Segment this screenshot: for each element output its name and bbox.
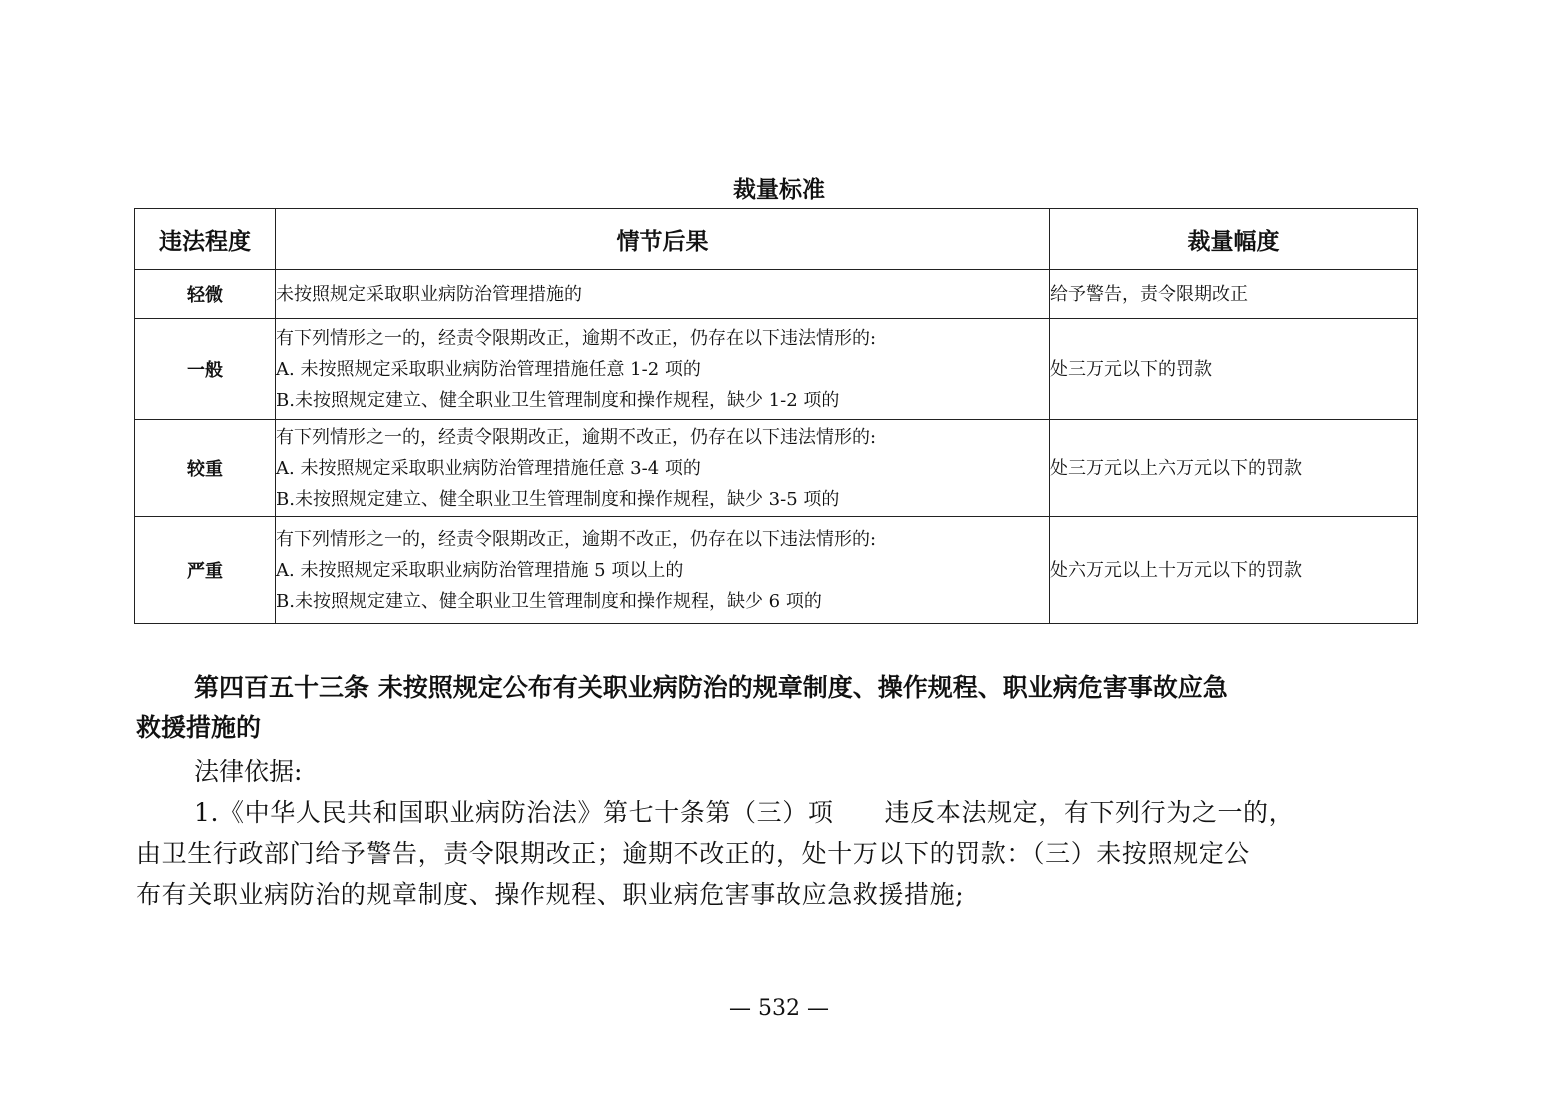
legal-basis-line: 布有关职业病防治的规章制度、操作规程、职业病危害事故应急救援措施;: [136, 880, 965, 909]
circumstances-line: 有下列情形之一的，经责令限期改正，逾期不改正，仍存在以下违法情形的:: [276, 426, 877, 448]
circumstances-line: B.未按照规定建立、健全职业卫生管理制度和操作规程，缺少 1-2 项的: [276, 389, 840, 411]
circumstances-line: A. 未按照规定采取职业病防治管理措施任意 1-2 项的: [276, 358, 701, 380]
penalty-cell: 处三万元以上六万元以下的罚款: [1050, 420, 1418, 517]
circumstances-line: A. 未按照规定采取职业病防治管理措施 5 项以上的: [276, 559, 684, 581]
violation-level: 严重: [135, 517, 276, 624]
penalty-cell: 给予警告，责令限期改正: [1050, 270, 1418, 319]
table-row: [135, 517, 1418, 624]
violation-level: 轻微: [135, 270, 276, 319]
violation-level: 较重: [135, 420, 276, 517]
page-number: — 532 —: [729, 996, 829, 1021]
discretion-standard-table: [134, 208, 1418, 624]
circumstances-line: 有下列情形之一的，经责令限期改正，逾期不改正，仍存在以下违法情形的:: [276, 528, 877, 550]
legal-basis-text: [136, 792, 1426, 915]
legal-basis-line: 1.《中华人民共和国职业病防治法》第七十条第（三）项 违反本法规定，有下列行为之一的，: [194, 798, 1295, 827]
circumstances-line: A. 未按照规定采取职业病防治管理措施任意 3-4 项的: [276, 457, 701, 479]
article-heading: [136, 668, 1426, 748]
table-header-row: [135, 209, 1418, 270]
circumstances-cell: [276, 420, 1050, 517]
table-row: [135, 420, 1418, 517]
table-row: [135, 270, 1418, 319]
circumstances-line: 有下列情形之一的，经责令限期改正，逾期不改正，仍存在以下违法情形的:: [276, 327, 877, 349]
table-row: [135, 319, 1418, 420]
circumstances-line: 未按照规定采取职业病防治管理措施的: [276, 283, 582, 305]
table-title: 裁量标准: [733, 177, 825, 203]
penalty-cell: 处三万元以下的罚款: [1050, 319, 1418, 420]
circumstances-cell: [276, 319, 1050, 420]
header-violation-degree: 违法程度: [135, 209, 276, 270]
circumstances-line: B.未按照规定建立、健全职业卫生管理制度和操作规程，缺少 6 项的: [276, 590, 822, 612]
circumstances-cell: [276, 517, 1050, 624]
violation-level: 一般: [135, 319, 276, 420]
penalty-cell: 处六万元以上十万元以下的罚款: [1050, 517, 1418, 624]
header-penalty-range: 裁量幅度: [1050, 209, 1418, 270]
legal-basis-label: 法律依据:: [194, 757, 303, 786]
article-heading-line: 救援措施的: [136, 713, 262, 742]
article-heading-line: 第四百五十三条 未按照规定公布有关职业病防治的规章制度、操作规程、职业病危害事故应急: [194, 673, 1228, 702]
legal-basis-line: 由卫生行政部门给予警告，责令限期改正；逾期不改正的，处十万以下的罚款：（三）未按照规定公: [136, 839, 1250, 868]
circumstances-line: B.未按照规定建立、健全职业卫生管理制度和操作规程，缺少 3-5 项的: [276, 488, 840, 510]
header-circumstances: 情节后果: [276, 209, 1050, 270]
circumstances-cell: [276, 270, 1050, 319]
